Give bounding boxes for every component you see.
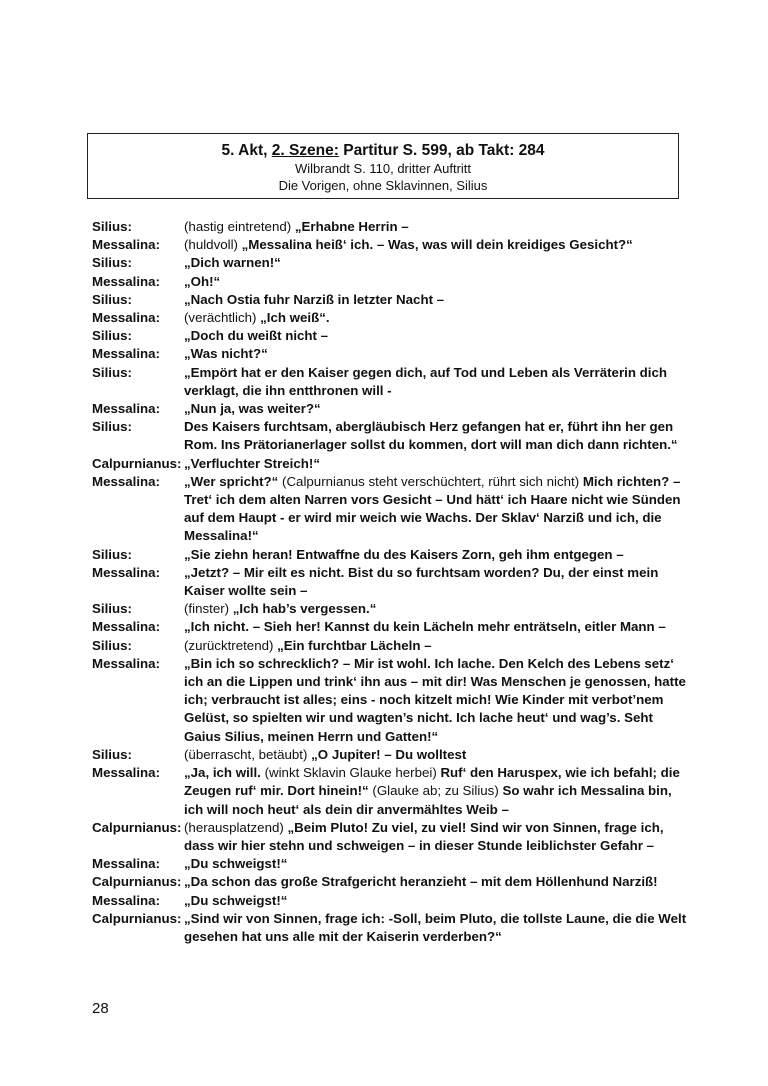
stage-direction: (finster) [184,601,233,617]
speech-text [184,764,692,819]
spoken-line: Des Kaisers furchtsam, abergläubisch Herz gefangen hat er, führt ihn her gen Rom. Ins Prätorianerlager sollst du kommen, dort will man dich dann richten.“ [184,419,678,453]
dialogue-entry [92,618,692,636]
speaker-name: Calpurnianus: [92,874,182,890]
spoken-line: „Dich warnen!“ [184,255,281,271]
spoken-line: „Ja, ich will. [184,765,265,781]
stage-direction: (herausplatzend) [184,819,288,835]
dialogue-entry [92,254,692,272]
source-reference: Wilbrandt S. 110, dritter Auftritt [294,161,472,176]
spoken-line: „Empört hat er den Kaiser gegen dich, auf Tod und Leben als Verräterin dich verklagt, die ihn entthronen will - [184,364,667,398]
dialogue-entry [92,218,692,236]
speaker-name: Silius: [92,328,132,344]
speaker-name: Silius: [92,746,132,762]
speaker-name: Messalina: [92,310,160,326]
speech-text [184,600,692,618]
dialogue-entry [92,764,692,819]
characters-line: Die Vorigen, ohne Sklavinnen, Silius [278,178,488,193]
spoken-line: „Ich hab’s vergessen.“ [232,601,377,617]
dialogue-entry [92,418,692,454]
dialogue-entry [92,564,692,600]
stage-direction: (verächtlich) [184,310,261,326]
speaker-name: Messalina: [92,619,160,635]
dialogue-entry [92,637,692,655]
speaker-name: Messalina: [92,564,160,580]
speaker-name: Messalina: [92,856,160,872]
dialogue-entry [92,345,692,363]
dialogue-entry [92,892,692,910]
dialogue-entry [92,473,692,546]
speech-text [184,327,692,345]
stage-direction: (zurücktretend) [184,637,278,653]
scene-header-box [87,133,679,199]
spoken-line: „Du schweigst!“ [184,856,288,872]
speaker-name: Silius: [92,291,132,307]
speaker-name: Messalina: [92,655,160,671]
speaker-name: Messalina: [92,401,160,417]
speaker-name: Messalina: [92,892,160,908]
spoken-line: „Nach Ostia fuhr Narziß in letzter Nacht – [184,291,445,307]
spoken-line: „Sie ziehn heran! Entwaffne du des Kaisers Zorn, geh ihm entgegen – [184,546,624,562]
stage-direction: (winkt Sklavin Glauke herbei) [264,765,441,781]
spoken-line: „Sind wir von Sinnen, frage ich: -Soll, beim Pluto, die tollste Laune, die die Welt gesehen hat uns alle mit der Kaiserin verderben?“ [184,910,687,944]
spoken-line: „Wer spricht?“ [184,473,283,489]
speech-text [184,637,692,655]
dialogue-entry [92,873,692,891]
dialogue-entry [92,400,692,418]
speaker-name: Messalina: [92,237,160,253]
dialogue-entry [92,364,692,400]
stage-direction: (überrascht, betäubt) [184,746,312,762]
stage-direction: (hastig eintretend) [184,219,295,234]
speaker-name: Silius: [92,419,132,435]
speech-text [184,746,692,764]
title-scene: 2. Szene: [271,142,339,159]
speech-text [184,564,692,600]
spoken-line: Ruf‘ den Haruspex, wie ich befahl; die Zeugen ruf‘ mir. Dort hinein!“ [184,765,680,799]
spoken-line: „Oh!“ [184,273,221,289]
speaker-name: Messalina: [92,346,160,362]
speech-text [184,855,692,873]
speaker-name: Silius: [92,219,132,234]
spoken-line: „Messalina heiß‘ ich. – Was, was will dein kreidiges Gesicht?“ [241,237,633,253]
spoken-line: „Erhabne Herrin – [294,219,409,234]
dialogue-entry [92,855,692,873]
speaker-name: Messalina: [92,273,160,289]
spoken-line: „Bin ich so schrecklich? – Mir ist wohl. Ich lache. Den Kelch des Lebens setz‘ ich an die Lippen und trink‘ ihn aus – mit dir! Was Menschen je genossen, hatte ich; verbraucht ist alles; eins - noch kitzelt mich! Wie Kinder mit verbot’nem Gelüst, so spielten wir und wagten’s nicht. Ich lache heut‘ und wag’s. Seht Gaius Silius, meinen Herrn und Gatten!“ [184,655,686,744]
speaker-name: Silius: [92,364,132,380]
dialogue-entry [92,327,692,345]
spoken-line: „Beim Pluto! Zu viel, zu viel! Sind wir von Sinnen, frage ich, dass wir hier stehn und schweigen – in dieser Stunde leiblichster Gefahr – [184,819,664,853]
speech-text [184,418,692,454]
speech-text [184,291,692,309]
spoken-line: „Jetzt? – Mir eilt es nicht. Bist du so furchtsam worden? Du, der einst mein Kaiser wollte sein – [184,564,659,599]
speech-text [184,546,692,564]
speech-text [184,873,692,891]
speech-text [184,218,692,236]
speaker-name: Silius: [92,255,132,271]
speech-text [184,655,692,746]
spoken-line: So wahr ich Messalina bin, ich will noch heut‘ als dein dir anvermähltes Weib – [184,783,672,817]
speech-text [184,473,692,546]
dialogue-entry [92,746,692,764]
stage-direction: (huldvoll) [184,237,242,253]
dialogue-entry [92,273,692,291]
speech-text [184,455,692,473]
dialogue-entry [92,309,692,327]
dialogue-entry [92,455,692,473]
speech-text [184,309,692,327]
dialogue-entry [92,600,692,618]
dialogue-entry [92,236,692,254]
spoken-line: „Da schon das große Strafgericht heranzieht – mit dem Höllenhund Narziß! [184,874,658,890]
speaker-name: Messalina: [92,473,160,489]
page-number: 28 [92,1000,109,1017]
dialogue-entry [92,546,692,564]
speaker-name: Calpurnianus: [92,910,182,926]
spoken-line: „Nun ja, was weiter?“ [184,401,321,417]
spoken-line: „O Jupiter! – Du wolltest [311,746,467,762]
speaker-name: Silius: [92,637,132,653]
speaker-name: Messalina: [92,765,160,781]
dialogue-entry [92,655,692,746]
speaker-name: Calpurnianus: [92,819,182,835]
spoken-line: Mich richten? – Tret‘ ich dem alten Narren vors Gesicht – Und hätt‘ ich Haare nicht wie Sünden auf dem Haupt - er wird mir weich wie Wachs. Der Sklav‘ Narziß und ich, die Messalina!“ [184,473,681,544]
dialogue-entry [92,819,692,855]
speech-text [184,345,692,363]
spoken-line: „Verfluchter Streich!“ [184,455,320,471]
speech-text [184,910,692,946]
speech-text [184,892,692,910]
scene-title [88,141,678,160]
spoken-line: „Ein furchtbar Lächeln – [277,637,432,653]
speech-text [184,618,692,636]
speech-text [184,819,692,855]
speaker-name: Silius: [92,601,132,617]
speaker-name: Silius: [92,546,132,562]
speech-text [184,400,692,418]
dialogue-entry [92,291,692,309]
title-score-ref: Partitur S. 599, ab Takt: 284 [338,142,545,159]
spoken-line: „Doch du weißt nicht – [184,328,329,344]
speaker-name: Calpurnianus: [92,455,182,471]
stage-direction: (Calpurnianus steht verschüchtert, rührt sich nicht) [282,473,583,489]
speech-text [184,273,692,291]
dialogue-list [92,218,692,946]
spoken-line: „Du schweigst!“ [184,892,288,908]
spoken-line: „Ich weiß“. [260,310,330,326]
title-act: 5. Akt, [221,142,272,159]
stage-direction: (Glauke ab; zu Silius) [372,783,503,799]
speech-text [184,236,692,254]
speech-text [184,364,692,400]
speech-text [184,254,692,272]
spoken-line: „Was nicht?“ [184,346,268,362]
dialogue-entry [92,910,692,946]
spoken-line: „Ich nicht. – Sieh her! Kannst du kein Lächeln mehr enträtseln, eitler Mann – [184,619,666,635]
